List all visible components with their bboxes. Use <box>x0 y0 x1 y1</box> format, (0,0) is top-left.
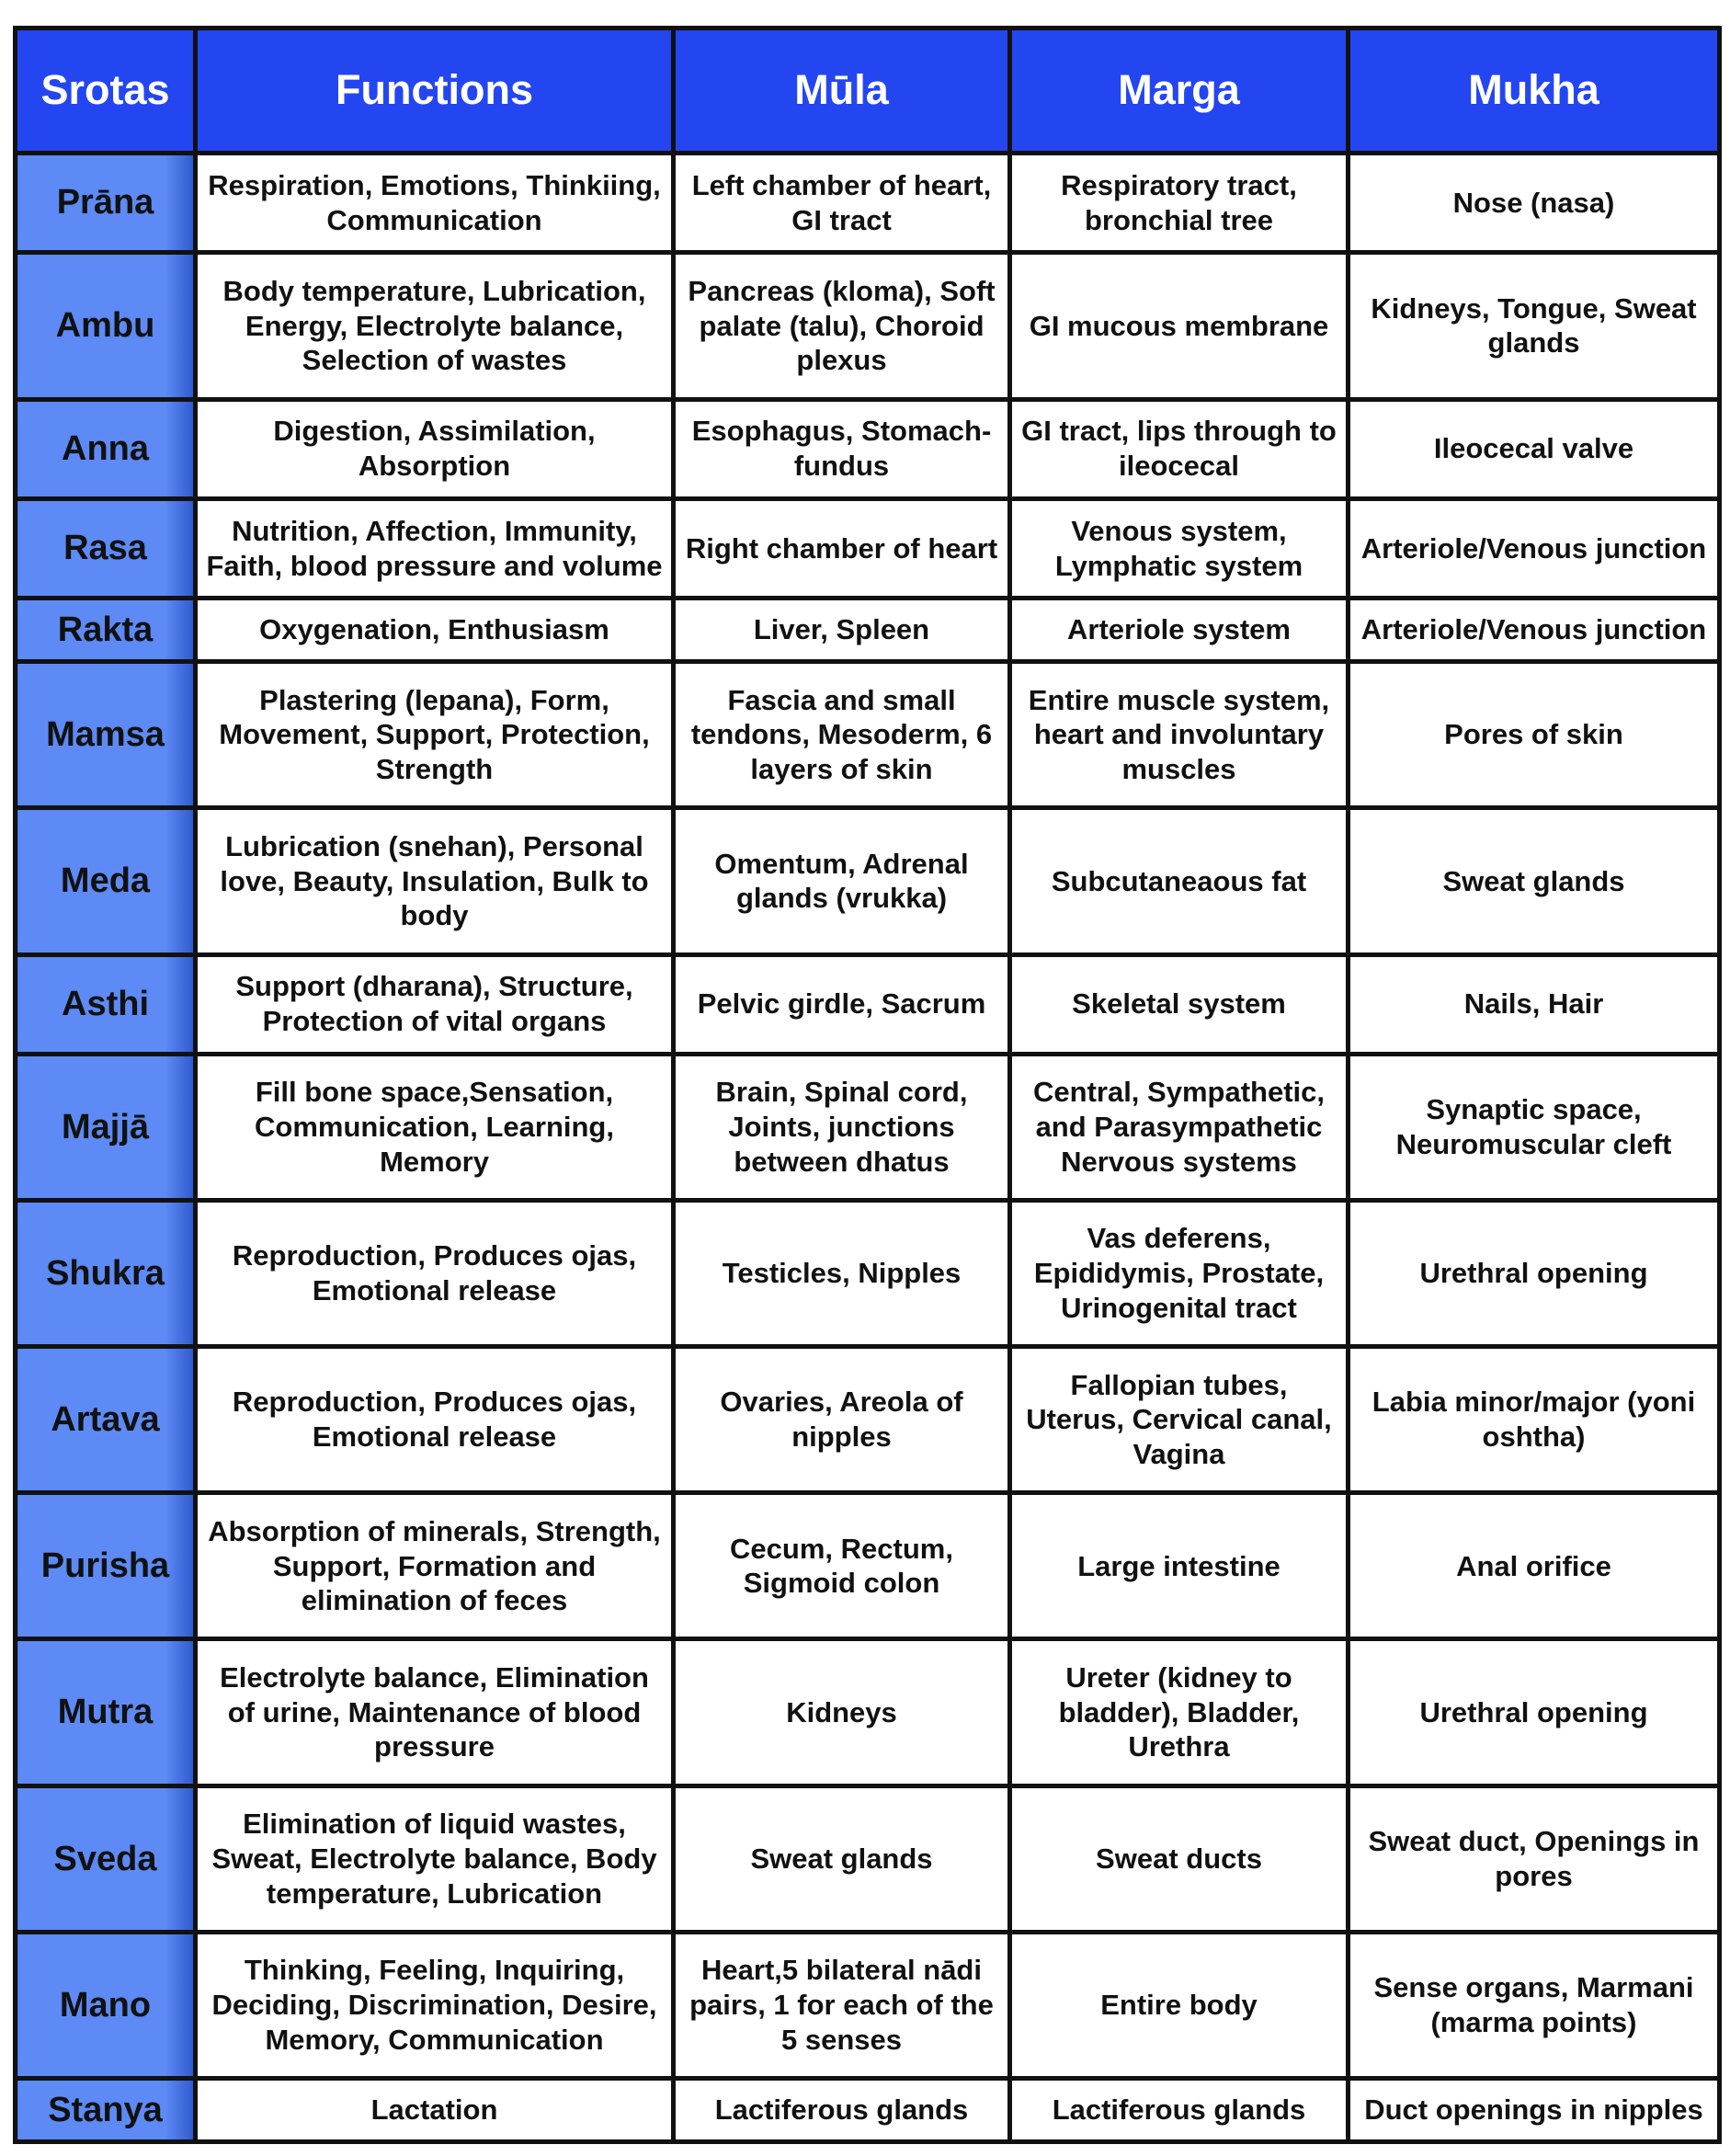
mukha-cell: Anal orifice <box>1349 1493 1720 1639</box>
srotas-cell: Prāna <box>16 154 196 253</box>
table-row <box>16 808 1720 954</box>
table-row <box>16 1932 1720 2078</box>
srotas-cell: Mano <box>16 1932 196 2078</box>
functions-cell: Absorption of minerals, Strength, Support, Formation and elimination of feces <box>196 1493 674 1639</box>
marga-cell: Entire body <box>1010 1932 1349 2078</box>
mula-cell: Heart,5 bilateral nādi pairs, 1 for each of the 5 senses <box>674 1932 1010 2078</box>
mula-cell: Esophagus, Stomach-fundus <box>674 399 1010 498</box>
mula-cell: Testicles, Nipples <box>674 1201 1010 1347</box>
mukha-cell: Nose (nasa) <box>1349 154 1720 253</box>
mula-cell: Pelvic girdle, Sacrum <box>674 954 1010 1054</box>
header-mukha: Mukha <box>1349 29 1720 154</box>
marga-cell: Sweat ducts <box>1010 1785 1349 1932</box>
header-functions: Functions <box>196 29 674 154</box>
mula-cell: Lactiferous glands <box>674 2078 1010 2141</box>
srotas-cell: Purisha <box>16 1493 196 1639</box>
header-mula: Mūla <box>674 29 1010 154</box>
srotas-cell: Anna <box>16 399 196 498</box>
marga-cell: Ureter (kidney to bladder), Bladder, Urethra <box>1010 1639 1349 1785</box>
marga-cell: Vas deferens, Epididymis, Prostate, Urinogenital tract <box>1010 1201 1349 1347</box>
header-srotas: Srotas <box>16 29 196 154</box>
marga-cell: Lactiferous glands <box>1010 2078 1349 2141</box>
mula-cell: Left chamber of heart, GI tract <box>674 154 1010 253</box>
table-row <box>16 1639 1720 1785</box>
srotas-cell: Artava <box>16 1347 196 1493</box>
marga-cell: Entire muscle system, heart and involuntary muscles <box>1010 662 1349 808</box>
functions-cell: Reproduction, Produces ojas, Emotional release <box>196 1347 674 1493</box>
mula-cell: Pancreas (kloma), Soft palate (talu), Choroid plexus <box>674 253 1010 399</box>
functions-cell: Lubrication (snehan), Personal love, Beauty, Insulation, Bulk to body <box>196 808 674 954</box>
table-row <box>16 498 1720 598</box>
table-row <box>16 399 1720 498</box>
mukha-cell: Pores of skin <box>1349 662 1720 808</box>
table-row <box>16 1201 1720 1347</box>
functions-cell: Body temperature, Lubrication, Energy, Electrolyte balance, Selection of wastes <box>196 253 674 399</box>
mula-cell: Omentum, Adrenal glands (vrukka) <box>674 808 1010 954</box>
table-row <box>16 154 1720 253</box>
srotas-cell: Ambu <box>16 253 196 399</box>
mukha-cell: Sweat duct, Openings in pores <box>1349 1785 1720 1932</box>
marga-cell: GI mucous membrane <box>1010 253 1349 399</box>
table-row <box>16 2078 1720 2141</box>
marga-cell: Arteriole system <box>1010 599 1349 662</box>
srotas-table <box>13 26 1722 2144</box>
functions-cell: Oxygenation, Enthusiasm <box>196 599 674 662</box>
mula-cell: Cecum, Rectum, Sigmoid colon <box>674 1493 1010 1639</box>
functions-cell: Fill bone space,Sensation, Communication, Learning, Memory <box>196 1054 674 1200</box>
mukha-cell: Urethral opening <box>1349 1639 1720 1785</box>
mukha-cell: Ileocecal valve <box>1349 399 1720 498</box>
marga-cell: Subcutaneaous fat <box>1010 808 1349 954</box>
functions-cell: Respiration, Emotions, Thinkiing, Communication <box>196 154 674 253</box>
mukha-cell: Sweat glands <box>1349 808 1720 954</box>
srotas-cell: Shukra <box>16 1201 196 1347</box>
functions-cell: Elimination of liquid wastes, Sweat, Electrolyte balance, Body temperature, Lubrication <box>196 1785 674 1932</box>
functions-cell: Thinking, Feeling, Inquiring, Deciding, Discrimination, Desire, Memory, Communication <box>196 1932 674 2078</box>
table-row <box>16 1347 1720 1493</box>
mukha-cell: Urethral opening <box>1349 1201 1720 1347</box>
mukha-cell: Duct openings in nipples <box>1349 2078 1720 2141</box>
table-row <box>16 1493 1720 1639</box>
mula-cell: Brain, Spinal cord, Joints, junctions between dhatus <box>674 1054 1010 1200</box>
mukha-cell: Sense organs, Marmani (marma points) <box>1349 1932 1720 2078</box>
srotas-cell: Sveda <box>16 1785 196 1932</box>
mula-cell: Fascia and small tendons, Mesoderm, 6 layers of skin <box>674 662 1010 808</box>
mukha-cell: Nails, Hair <box>1349 954 1720 1054</box>
srotas-cell: Meda <box>16 808 196 954</box>
srotas-cell: Mutra <box>16 1639 196 1785</box>
srotas-cell: Mamsa <box>16 662 196 808</box>
table-row <box>16 662 1720 808</box>
mula-cell: Liver, Spleen <box>674 599 1010 662</box>
srotas-cell: Majjā <box>16 1054 196 1200</box>
table-row <box>16 253 1720 399</box>
functions-cell: Reproduction, Produces ojas, Emotional release <box>196 1201 674 1347</box>
marga-cell: Venous system, Lymphatic system <box>1010 498 1349 598</box>
marga-cell: Skeletal system <box>1010 954 1349 1054</box>
srotas-cell: Stanya <box>16 2078 196 2141</box>
marga-cell: Respiratory tract, bronchial tree <box>1010 154 1349 253</box>
mukha-cell: Synaptic space, Neuromuscular cleft <box>1349 1054 1720 1200</box>
table-row <box>16 1785 1720 1932</box>
srotas-cell: Rasa <box>16 498 196 598</box>
marga-cell: Fallopian tubes, Uterus, Cervical canal, Vagina <box>1010 1347 1349 1493</box>
functions-cell: Electrolyte balance, Elimination of urine, Maintenance of blood pressure <box>196 1639 674 1785</box>
functions-cell: Lactation <box>196 2078 674 2141</box>
table-row <box>16 1054 1720 1200</box>
mukha-cell: Arteriole/Venous junction <box>1349 599 1720 662</box>
functions-cell: Support (dharana), Structure, Protection of vital organs <box>196 954 674 1054</box>
functions-cell: Plastering (lepana), Form, Movement, Support, Protection, Strength <box>196 662 674 808</box>
mula-cell: Kidneys <box>674 1639 1010 1785</box>
header-marga: Marga <box>1010 29 1349 154</box>
table-row <box>16 599 1720 662</box>
table-row <box>16 954 1720 1054</box>
header-row <box>16 29 1720 154</box>
functions-cell: Digestion, Assimilation, Absorption <box>196 399 674 498</box>
marga-cell: Central, Sympathetic, and Parasympathetic Nervous systems <box>1010 1054 1349 1200</box>
marga-cell: GI tract, lips through to ileocecal <box>1010 399 1349 498</box>
mukha-cell: Arteriole/Venous junction <box>1349 498 1720 598</box>
mukha-cell: Labia minor/major (yoni oshtha) <box>1349 1347 1720 1493</box>
mukha-cell: Kidneys, Tongue, Sweat glands <box>1349 253 1720 399</box>
marga-cell: Large intestine <box>1010 1493 1349 1639</box>
srotas-cell: Rakta <box>16 599 196 662</box>
functions-cell: Nutrition, Affection, Immunity, Faith, blood pressure and volume <box>196 498 674 598</box>
table-body <box>16 154 1720 2142</box>
table-header <box>16 29 1720 154</box>
mula-cell: Ovaries, Areola of nipples <box>674 1347 1010 1493</box>
srotas-cell: Asthi <box>16 954 196 1054</box>
mula-cell: Sweat glands <box>674 1785 1010 1932</box>
mula-cell: Right chamber of heart <box>674 498 1010 598</box>
